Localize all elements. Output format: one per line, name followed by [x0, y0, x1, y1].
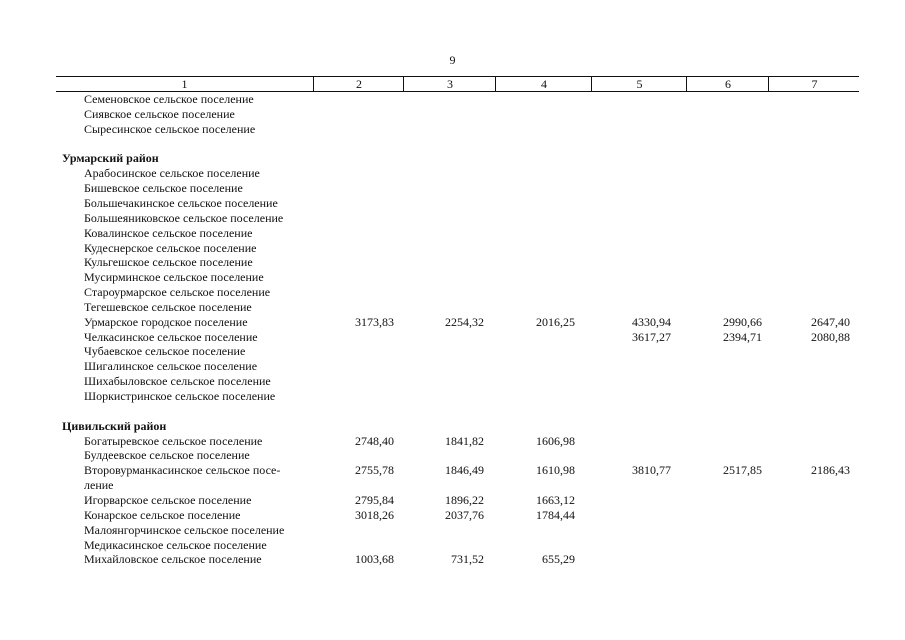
table-row — [0, 434, 905, 449]
cell-col-3: 2037,76 — [445, 507, 484, 522]
cell-col-3: 731,52 — [451, 552, 484, 567]
settlement-name: Богатыревское сельское поселение — [84, 433, 263, 448]
table-row — [0, 538, 905, 553]
settlement-name: Булдеевское сельское поселение — [84, 448, 250, 463]
settlement-name: Игорварское сельское поселение — [84, 492, 252, 507]
table-row — [0, 493, 905, 508]
table-row — [0, 241, 905, 256]
cell-col-5: 3617,27 — [632, 329, 671, 344]
settlement-name: Тегешевское сельское поселение — [84, 299, 252, 314]
column-header-2: 2 — [313, 77, 404, 91]
table-row — [0, 137, 905, 152]
column-header-3: 3 — [403, 77, 496, 91]
district-name: Урмарский район — [62, 151, 159, 166]
cell-col-3: 2254,32 — [445, 314, 484, 329]
table-row — [0, 344, 905, 359]
cell-col-4: 1610,98 — [536, 463, 575, 478]
settlement-name: Ковалинское сельское поселение — [84, 225, 253, 240]
cell-col-2: 1003,68 — [355, 552, 394, 567]
settlement-name: Шихабыловское сельское поселение — [84, 374, 271, 389]
cell-col-6: 2517,85 — [723, 463, 762, 478]
cell-col-4: 1784,44 — [536, 507, 575, 522]
table-row — [0, 196, 905, 211]
table-row — [0, 448, 905, 463]
table-row — [0, 552, 905, 567]
table-row — [0, 300, 905, 315]
cell-col-4: 1663,12 — [536, 492, 575, 507]
cell-col-2: 3173,83 — [355, 314, 394, 329]
district-name: Цивильский район — [62, 418, 167, 433]
table-row — [0, 226, 905, 241]
table-row — [0, 389, 905, 404]
cell-col-3: 1896,22 — [445, 492, 484, 507]
table-row — [0, 359, 905, 374]
settlement-name: Мусирминское сельское поселение — [84, 270, 264, 285]
settlement-name: Урмарское городское поселение — [84, 314, 248, 329]
cell-col-7: 2186,43 — [811, 463, 850, 478]
settlement-name: Семеновское сельское поселение — [84, 92, 254, 106]
table-row — [0, 255, 905, 270]
table-row — [0, 181, 905, 196]
settlement-name: Малоянгорчинское сельское поселение — [84, 522, 285, 537]
cell-col-7: 2647,40 — [811, 314, 850, 329]
table-row — [0, 508, 905, 523]
cell-col-7: 2080,88 — [811, 329, 850, 344]
column-header-5: 5 — [591, 77, 687, 91]
settlement-name: Шоркистринское сельское поселение — [84, 389, 276, 403]
cell-col-5: 3810,77 — [632, 463, 671, 478]
settlement-name: Большеяниковское сельское поселение — [84, 210, 284, 225]
column-header-4: 4 — [495, 77, 592, 91]
settlement-name: Конарское сельское поселение — [84, 507, 241, 522]
column-header-6: 6 — [686, 77, 769, 91]
settlement-name: Бишевское сельское поселение — [84, 181, 243, 196]
table-row — [0, 330, 905, 345]
cell-col-2: 2795,84 — [355, 492, 394, 507]
table-row — [0, 270, 905, 285]
cell-col-5: 4330,94 — [632, 314, 671, 329]
settlement-name: Шигалинское сельское поселение — [84, 359, 258, 374]
table-row — [0, 374, 905, 389]
page-number: 9 — [449, 53, 456, 67]
column-header-1: 1 — [181, 77, 188, 91]
settlement-name: Сиявское сельское поселение — [84, 106, 235, 121]
settlement-name: Кудеснерское сельское поселение — [84, 240, 257, 255]
table-header — [56, 76, 859, 92]
column-header-7: 7 — [768, 77, 860, 91]
cell-col-2: 2748,40 — [355, 433, 394, 448]
table-row — [0, 315, 905, 330]
cell-col-4: 2016,25 — [536, 314, 575, 329]
settlement-name: Сыресинское сельское поселение — [84, 121, 256, 136]
table-row — [0, 463, 905, 478]
settlement-name: Михайловское сельское поселение — [84, 552, 262, 567]
table-row — [0, 523, 905, 538]
settlement-name: Медикасинское сельское поселение — [84, 537, 267, 552]
table-row — [0, 478, 905, 493]
cell-col-3: 1846,49 — [445, 463, 484, 478]
settlement-name: Чубаевское сельское поселение — [84, 344, 246, 359]
cell-col-2: 3018,26 — [355, 507, 394, 522]
settlement-name: ление — [84, 478, 114, 493]
settlement-name: Второвурманкасинское сельское посе- — [84, 463, 281, 478]
settlement-name: Кульгешское сельское поселение — [84, 255, 253, 270]
table-row — [0, 285, 905, 300]
table-row — [0, 166, 905, 181]
settlement-name: Арабосинское сельское поселение — [84, 166, 260, 181]
settlement-name: Челкасинское сельское поселение — [84, 329, 258, 344]
table-row — [0, 122, 905, 137]
cell-col-4: 655,29 — [542, 552, 575, 567]
district-row — [0, 419, 905, 434]
cell-col-4: 1606,98 — [536, 433, 575, 448]
district-row — [0, 151, 905, 166]
table-row — [0, 92, 905, 107]
cell-col-6: 2990,66 — [723, 314, 762, 329]
settlement-name: Большечакинское сельское поселение — [84, 195, 278, 210]
table-row — [0, 211, 905, 226]
settlement-name: Староурмарское сельское поселение — [84, 285, 271, 300]
cell-col-3: 1841,82 — [445, 433, 484, 448]
cell-col-2: 2755,78 — [355, 463, 394, 478]
table-row — [0, 404, 905, 419]
table-row — [0, 107, 905, 122]
cell-col-6: 2394,71 — [723, 329, 762, 344]
